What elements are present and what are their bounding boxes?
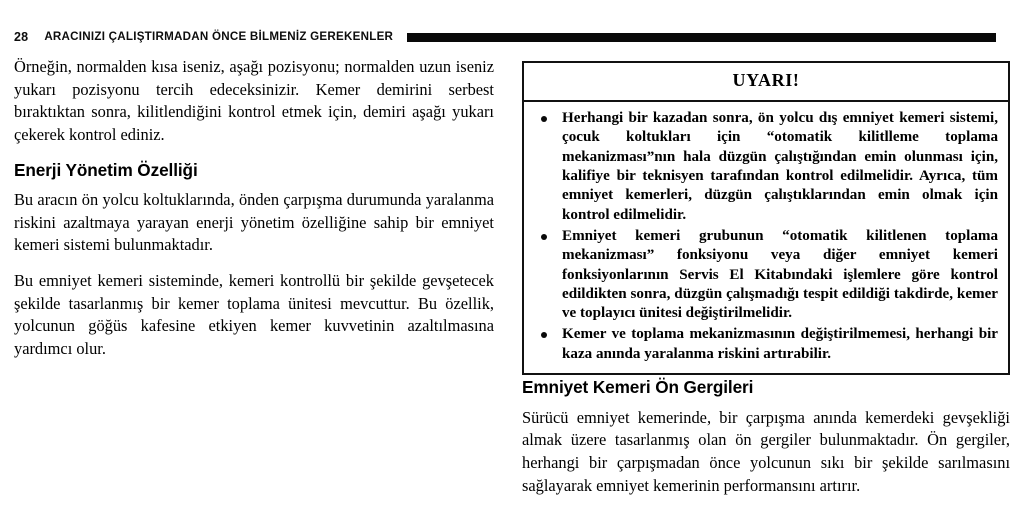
bullet-icon	[541, 234, 547, 240]
right-column	[522, 371, 1010, 497]
left-paragraph-1: Örneğin, normalden kısa iseniz, aşağı pozisyonu; normalden uzun iseniz yukarı pozisyonu tercih edeceksinizir. Kemer demirini serbest bıraktıktan sonra, kilitlendiğini kontrol etmek için, demiri aşağı yukarı çekerek kontrol ediniz.	[14, 57, 494, 144]
list-item	[532, 227, 998, 324]
bullet-icon	[541, 116, 547, 122]
section-heading-pretensioners: Emniyet Kemeri Ön Gergileri	[522, 377, 754, 397]
section-heading-energy-management: Enerji Yönetim Özelliği	[14, 159, 198, 180]
warning-box	[522, 61, 1010, 375]
list-item	[532, 325, 998, 364]
warning-bullet-text: Herhangi bir kazadan sonra, ön yolcu dış emniyet kemeri sistemi, çocuk koltukları için “otomatik kilitlleme toplama mekanizması”nın hala düzgün çalıştığından emin olunması için, kalifiye bir teknisyen tarafından kontrol edilmelidir. Ayrıca, tüm emniyet kemerleri, düzgün çalıştıklarından emin olmak için kontrol edilmelidir.	[562, 110, 998, 223]
bullet-icon	[541, 332, 547, 338]
right-paragraph-1: Sürücü emniyet kemerinde, bir çarpışma anında kemerdeki gevşekliği almak üzere tasarlanmış olan ön gergiler bulunmaktadır. Ön gergiler, herhangi bir çarpışmadan önce yolcunun sıkı bir şekilde sarılmasını sağlayarak emniyet kemerinin performansını artırır.	[522, 407, 1010, 495]
warning-bullet-list	[532, 109, 998, 364]
warning-title-bar	[524, 63, 1008, 102]
left-paragraph-2: Bu aracın ön yolcu koltuklarında, önden çarpışma durumunda yaralanma riskini azaltmaya yarayan enerji yönetim özelliğine sahip bir emniyet kemeri sistemi bulunmaktadır.	[14, 190, 494, 255]
left-paragraph-3: Bu emniyet kemeri sisteminde, kemeri kontrollü bir şekilde gevşetecek şekilde tasarlanmış bir kemer toplama ünitesi mevcuttur. Bu özellik, yolcunun göğüs kafesine etkiyen kemer kuvvetinin azaltılmasına yardımcı olur.	[14, 271, 494, 359]
page-running-header	[14, 27, 1010, 47]
warning-body	[524, 102, 1008, 373]
warning-title: UYARI!	[732, 70, 800, 90]
list-item	[532, 109, 998, 225]
header-rule-bar	[407, 33, 996, 42]
warning-bullet-text: Kemer ve toplama mekanizmasının değiştirilmemesi, herhangi bir kaza anında yaralanma riskini artırabilir.	[562, 326, 998, 362]
page-number: 28	[14, 29, 29, 44]
page-title: ARACINIZI ÇALIŞTIRMADAN ÖNCE BİLMENİZ GEREKENLER	[44, 30, 394, 44]
warning-bullet-text: Emniyet kemeri grubunun “otomatik kilitlenen toplama mekanizması” fonksiyonu veya diğer emniyet kemeri fonksiyonlarının Servis El Kitabındaki işlemlere göre kontrol edildikten sonra, düzgün çalışmadığı tespit edildiği takdirde, kemer ve toplayıcı ünitesi değiştirilmelidir.	[562, 227, 998, 322]
left-column	[14, 56, 494, 361]
